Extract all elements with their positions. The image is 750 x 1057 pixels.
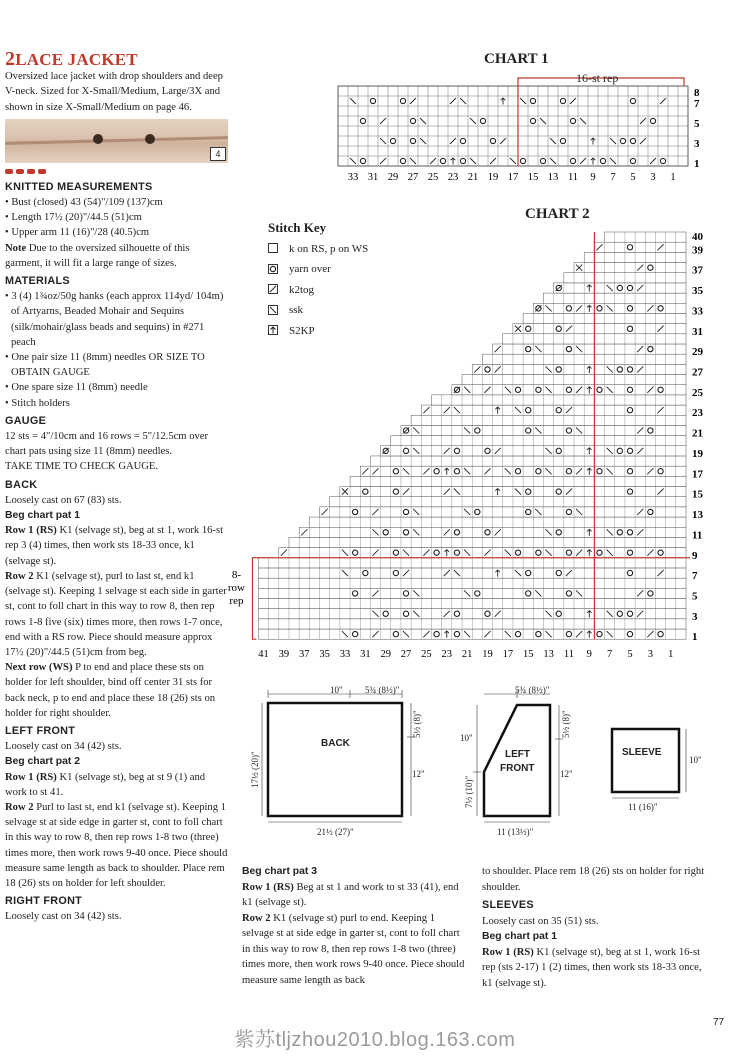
chart2-repeat-bracket [252, 558, 256, 639]
middle-column [242, 864, 468, 988]
chart2-row-label: 17 [692, 468, 703, 481]
back-chart-subheading: Beg chart pat 1 [5, 510, 81, 522]
chart2-row-label: 29 [692, 346, 703, 359]
skill-level-badge: 4 [210, 147, 226, 161]
yarn-over-icon [268, 264, 279, 275]
chart1-row-label: 3 [694, 138, 700, 150]
chart2-col-label: 3 [647, 649, 653, 661]
back-top-left-dim: 10" [330, 685, 343, 695]
chart2-repeat-label: row [227, 582, 245, 595]
back-right-top-dim: 5½ (8)" [412, 710, 422, 738]
front-right-bottom-dim: 12" [560, 769, 573, 779]
chart2-col-label: 41 [258, 649, 269, 661]
chart2-row-label: 9 [692, 549, 698, 562]
left-front-schematic [460, 685, 573, 837]
chart2-row-label: 35 [692, 285, 703, 298]
chart2-col-label: 35 [319, 649, 330, 661]
s2kp-icon [268, 325, 279, 336]
chart1-col-label: 25 [427, 172, 439, 183]
front-top-dim: 5¾ (8½)" [515, 685, 550, 695]
chart1-row-label: 5 [694, 118, 700, 130]
chart1-col-label: 1 [670, 172, 676, 183]
chart2-row-label: 40 [692, 231, 703, 244]
right-front-heading: RIGHT FRONT [5, 895, 83, 908]
right-column [482, 864, 708, 991]
front-left-bottom-dim: 7½ (10)" [464, 775, 474, 808]
chart2-row-label: 13 [692, 509, 703, 522]
right-continued: to shoulder. Place rem 18 (26) sts on holder for right shoulder. [482, 866, 705, 893]
chart1-col-label: 29 [387, 172, 399, 183]
back-right-bottom-dim: 12" [412, 769, 425, 779]
chart2-col-label: 23 [441, 649, 453, 661]
chart2-col-label: 19 [482, 649, 493, 661]
pattern-number: 2 [5, 48, 16, 70]
stitch-key-item: k on RS, p on WS [268, 239, 368, 260]
sleeve-right-dim: 10" [689, 755, 702, 765]
note-text: Note Due to the oversized silhouette of this garment, it will fit a large range of sizes. [5, 242, 190, 269]
chart1-col-label: 33 [347, 172, 359, 183]
chart2-col-label: 9 [586, 649, 592, 661]
chart1-repeat-label: 16-st rep [576, 71, 619, 85]
materials-heading: MATERIALS [5, 275, 70, 288]
chart2-row-label: 39 [692, 244, 703, 257]
chart1-col-label: 27 [407, 172, 419, 183]
measurement-item: • Upper arm 11 (16)"/28 (40.5)cm [5, 227, 150, 239]
chart2-row-label: 25 [692, 386, 703, 399]
chart2-row-label: 3 [692, 610, 698, 623]
back-top-right-dim: 5¾ (8½)" [365, 685, 400, 695]
chart2-col-label: 1 [668, 649, 674, 661]
chart1-row-label: 1 [694, 158, 700, 170]
left-front-row1: Row 1 (RS) K1 (selvage st), beg at st 9 (1) and work to st 41. [5, 771, 206, 798]
chart1-col-label: 3 [650, 172, 656, 183]
chart2-row-label: 21 [692, 427, 703, 440]
mid-row2: Row 2 K1 (selvage st) purl to end. Keeping 1 selvage st at side edge in garter st, cont to foll chart in this way to row 8, then rep rows 1-8 two (three) times more, then work rows 9-40 once. Piece should measure same length as back [242, 912, 465, 986]
chart1-col-label: 21 [467, 172, 479, 183]
left-front-row2: Row 2 Purl to last st, end k1 (selvage st). Keeping 1 selvage st at side edge in garter st, cont to foll chart in this way to row 8, then rep rows 1-8 two (three) times more, then work rows 9-40 once. Piece should measure same length as back to shoulder. Place rem 18 (26) sts on holder for left shoulder. [5, 801, 228, 889]
sleeve-label: SLEEVE [622, 747, 662, 758]
stitch-key-item: ssk [268, 300, 368, 321]
chart2-row-label: 11 [692, 529, 703, 542]
page-number: 77 [713, 1017, 725, 1028]
front-bottom-dim: 11 (13½)" [497, 827, 534, 837]
material-item: • One pair size 11 (8mm) needles OR SIZE TO OBTAIN GAUGE [5, 352, 205, 379]
pattern-title: LACE JACKET [15, 50, 138, 69]
chart1-col-label: 11 [567, 172, 579, 183]
chart2-col-label: 29 [380, 649, 391, 661]
chart2-row-label: 19 [692, 447, 703, 460]
chart2-row-label: 37 [692, 264, 703, 277]
back-left-dim: 17½ (20)" [250, 751, 260, 788]
back-schematic [250, 685, 425, 837]
front-left-top-dim: 10" [460, 733, 473, 743]
chart2-row-label: 7 [692, 570, 698, 583]
chart1-col-label: 7 [610, 172, 616, 183]
chart2-row-label: 23 [692, 407, 703, 420]
watermark: 紫苏tljzhou2010.blog.163.com [234, 1029, 516, 1051]
chart1-col-label: 5 [630, 172, 636, 183]
sleeve-bottom-dim: 11 (16)" [628, 802, 658, 812]
k2tog-icon [268, 284, 279, 295]
chart2-col-label: 5 [627, 649, 633, 661]
chart2-repeat-label: rep [229, 595, 244, 608]
back-row2: Row 2 K1 (selvage st), purl to last st, end k1 (selvage st). Keeping 1 selvage st each side in garter st, cont to foll chart in this way to row 8, then rep rows 1-8 five (six) times more, then rows 1-7 once, end with a RS row. Piece should measure approx 17½ (20)"/44.5 (51)cm from beg. [5, 570, 227, 658]
chart2-col-label: 25 [421, 649, 432, 661]
chart2-row-label: 5 [692, 590, 698, 603]
back-cast-on: Loosely cast on 67 (83) sts. [5, 494, 122, 506]
sleeves-chart-subheading: Beg chart pat 1 [482, 931, 558, 942]
sleeves-row1: Row 1 (RS) K1 (selvage st), beg at st 1, work 16-st rep (sts 2-17) 1 (2) times, then work sts 18-33 once, k1 (selvage st). [482, 946, 702, 989]
chart1-title: CHART 1 [484, 51, 549, 67]
front-label-2: FRONT [500, 763, 535, 774]
chart2-col-label: 11 [563, 649, 574, 661]
chart1-row-label: 7 [694, 98, 700, 110]
stitch-key-title: Stitch Key [268, 220, 327, 235]
empty-square-icon [268, 243, 279, 254]
chart2-col-label: 27 [400, 649, 412, 661]
material-item: • One spare size 11 (8mm) needle [5, 382, 148, 394]
mid-chart-subheading: Beg chart pat 3 [242, 866, 318, 877]
chart2-col-label: 13 [543, 649, 554, 661]
back-row1: Row 1 (RS) K1 (selvage st), beg at st 1, work 16-st rep 3 (4) times, then work sts 18-33 once, k1 (selvage st). [5, 525, 224, 567]
front-label-1: LEFT [505, 749, 530, 760]
chart2-row-label: 27 [692, 366, 703, 379]
chart2-col-label: 21 [461, 649, 473, 661]
chart2-col-label: 37 [299, 649, 310, 661]
chart1-row-label: 8 [694, 87, 700, 99]
chart1-col-label: 17 [507, 172, 519, 183]
chart1-col-label: 31 [367, 172, 379, 183]
measurement-item: • Length 17½ (20)"/44.5 (51)cm [5, 212, 142, 224]
schematics [0, 680, 750, 850]
chart1-col-label: 19 [487, 172, 499, 183]
sleeve-schematic [612, 729, 702, 812]
mid-row1: Row 1 (RS) Beg at st 1 and work to st 33 (41), end k1 (selvage st). [242, 881, 459, 908]
sleeves-heading: SLEEVES [482, 899, 534, 911]
chart2-row-label: 33 [692, 305, 703, 318]
back-next-row: Next row (WS) P to end and place these sts on holder for left shoulder, bind off center 31 sts for back neck, p to end and place these 18 (26) sts on holder for right shoulder. [5, 662, 216, 719]
back-heading: BACK [5, 478, 38, 491]
material-item: • Stitch holders [5, 397, 70, 409]
ssk-icon [268, 305, 279, 316]
gauge-check: TAKE TIME TO CHECK GAUGE. [5, 461, 159, 473]
chart1-col-label: 9 [590, 172, 596, 183]
chart2-row-label: 1 [692, 631, 698, 644]
gauge-heading: GAUGE [5, 414, 47, 427]
intro-text: Oversized lace jacket with drop shoulders and deep V-neck. Sized for X-Small/Medium, Large/3X and shown in size X-Small/Medium on page 46. [5, 71, 223, 113]
back-label: BACK [321, 738, 350, 749]
stitch-key-item: S2KP [268, 321, 368, 342]
chart2-col-label: 15 [522, 649, 534, 661]
chart2-col-label: 31 [360, 649, 371, 661]
knitted-measurements-heading: KNITTED MEASUREMENTS [5, 180, 153, 193]
chart2-col-label: 17 [502, 649, 514, 661]
chart2-row-label: 15 [692, 488, 703, 501]
stitch-key [268, 218, 368, 341]
chart2-repeat-label: 8- [231, 569, 242, 582]
left-front-cast-on: Loosely cast on 34 (42) sts. [5, 741, 122, 753]
measurement-item: • Bust (closed) 43 (54)"/109 (137)cm [5, 197, 163, 209]
chart1-col-label: 13 [547, 172, 559, 183]
chart1-col-label: 15 [527, 172, 539, 183]
left-front-heading: LEFT FRONT [5, 724, 76, 737]
chart2-col-label: 39 [278, 649, 290, 661]
chart2-title: CHART 2 [525, 206, 590, 222]
sleeves-cast-on: Loosely cast on 35 (51) sts. [482, 915, 599, 927]
front-right-top-dim: 5½ (8)" [561, 710, 571, 738]
stitch-key-item: yarn over [268, 259, 368, 280]
chart2-row-label: 31 [692, 325, 703, 338]
chart2-col-label: 33 [339, 649, 351, 661]
back-bottom-dim: 21½ (27)" [317, 827, 354, 837]
chart1-col-label: 23 [447, 172, 459, 183]
material-item: • 3 (4) 1¾oz/50g hanks (each approx 114yd/ 104m) of Artyarns, Beaded Mohair and Sequins (silk/mohair/glass beads and sequins) in #271 peach [5, 291, 224, 348]
left-front-chart-subheading: Beg chart pat 2 [5, 756, 81, 768]
gauge-text: 12 sts = 4"/10cm and 16 rows = 5"/12.5cm over chart pats using size 11 (8mm) needles. [5, 431, 209, 458]
stitch-key-item: k2tog [268, 280, 368, 301]
right-front-cast-on: Loosely cast on 34 (42) sts. [5, 911, 122, 923]
chart2-col-label: 7 [607, 649, 613, 661]
